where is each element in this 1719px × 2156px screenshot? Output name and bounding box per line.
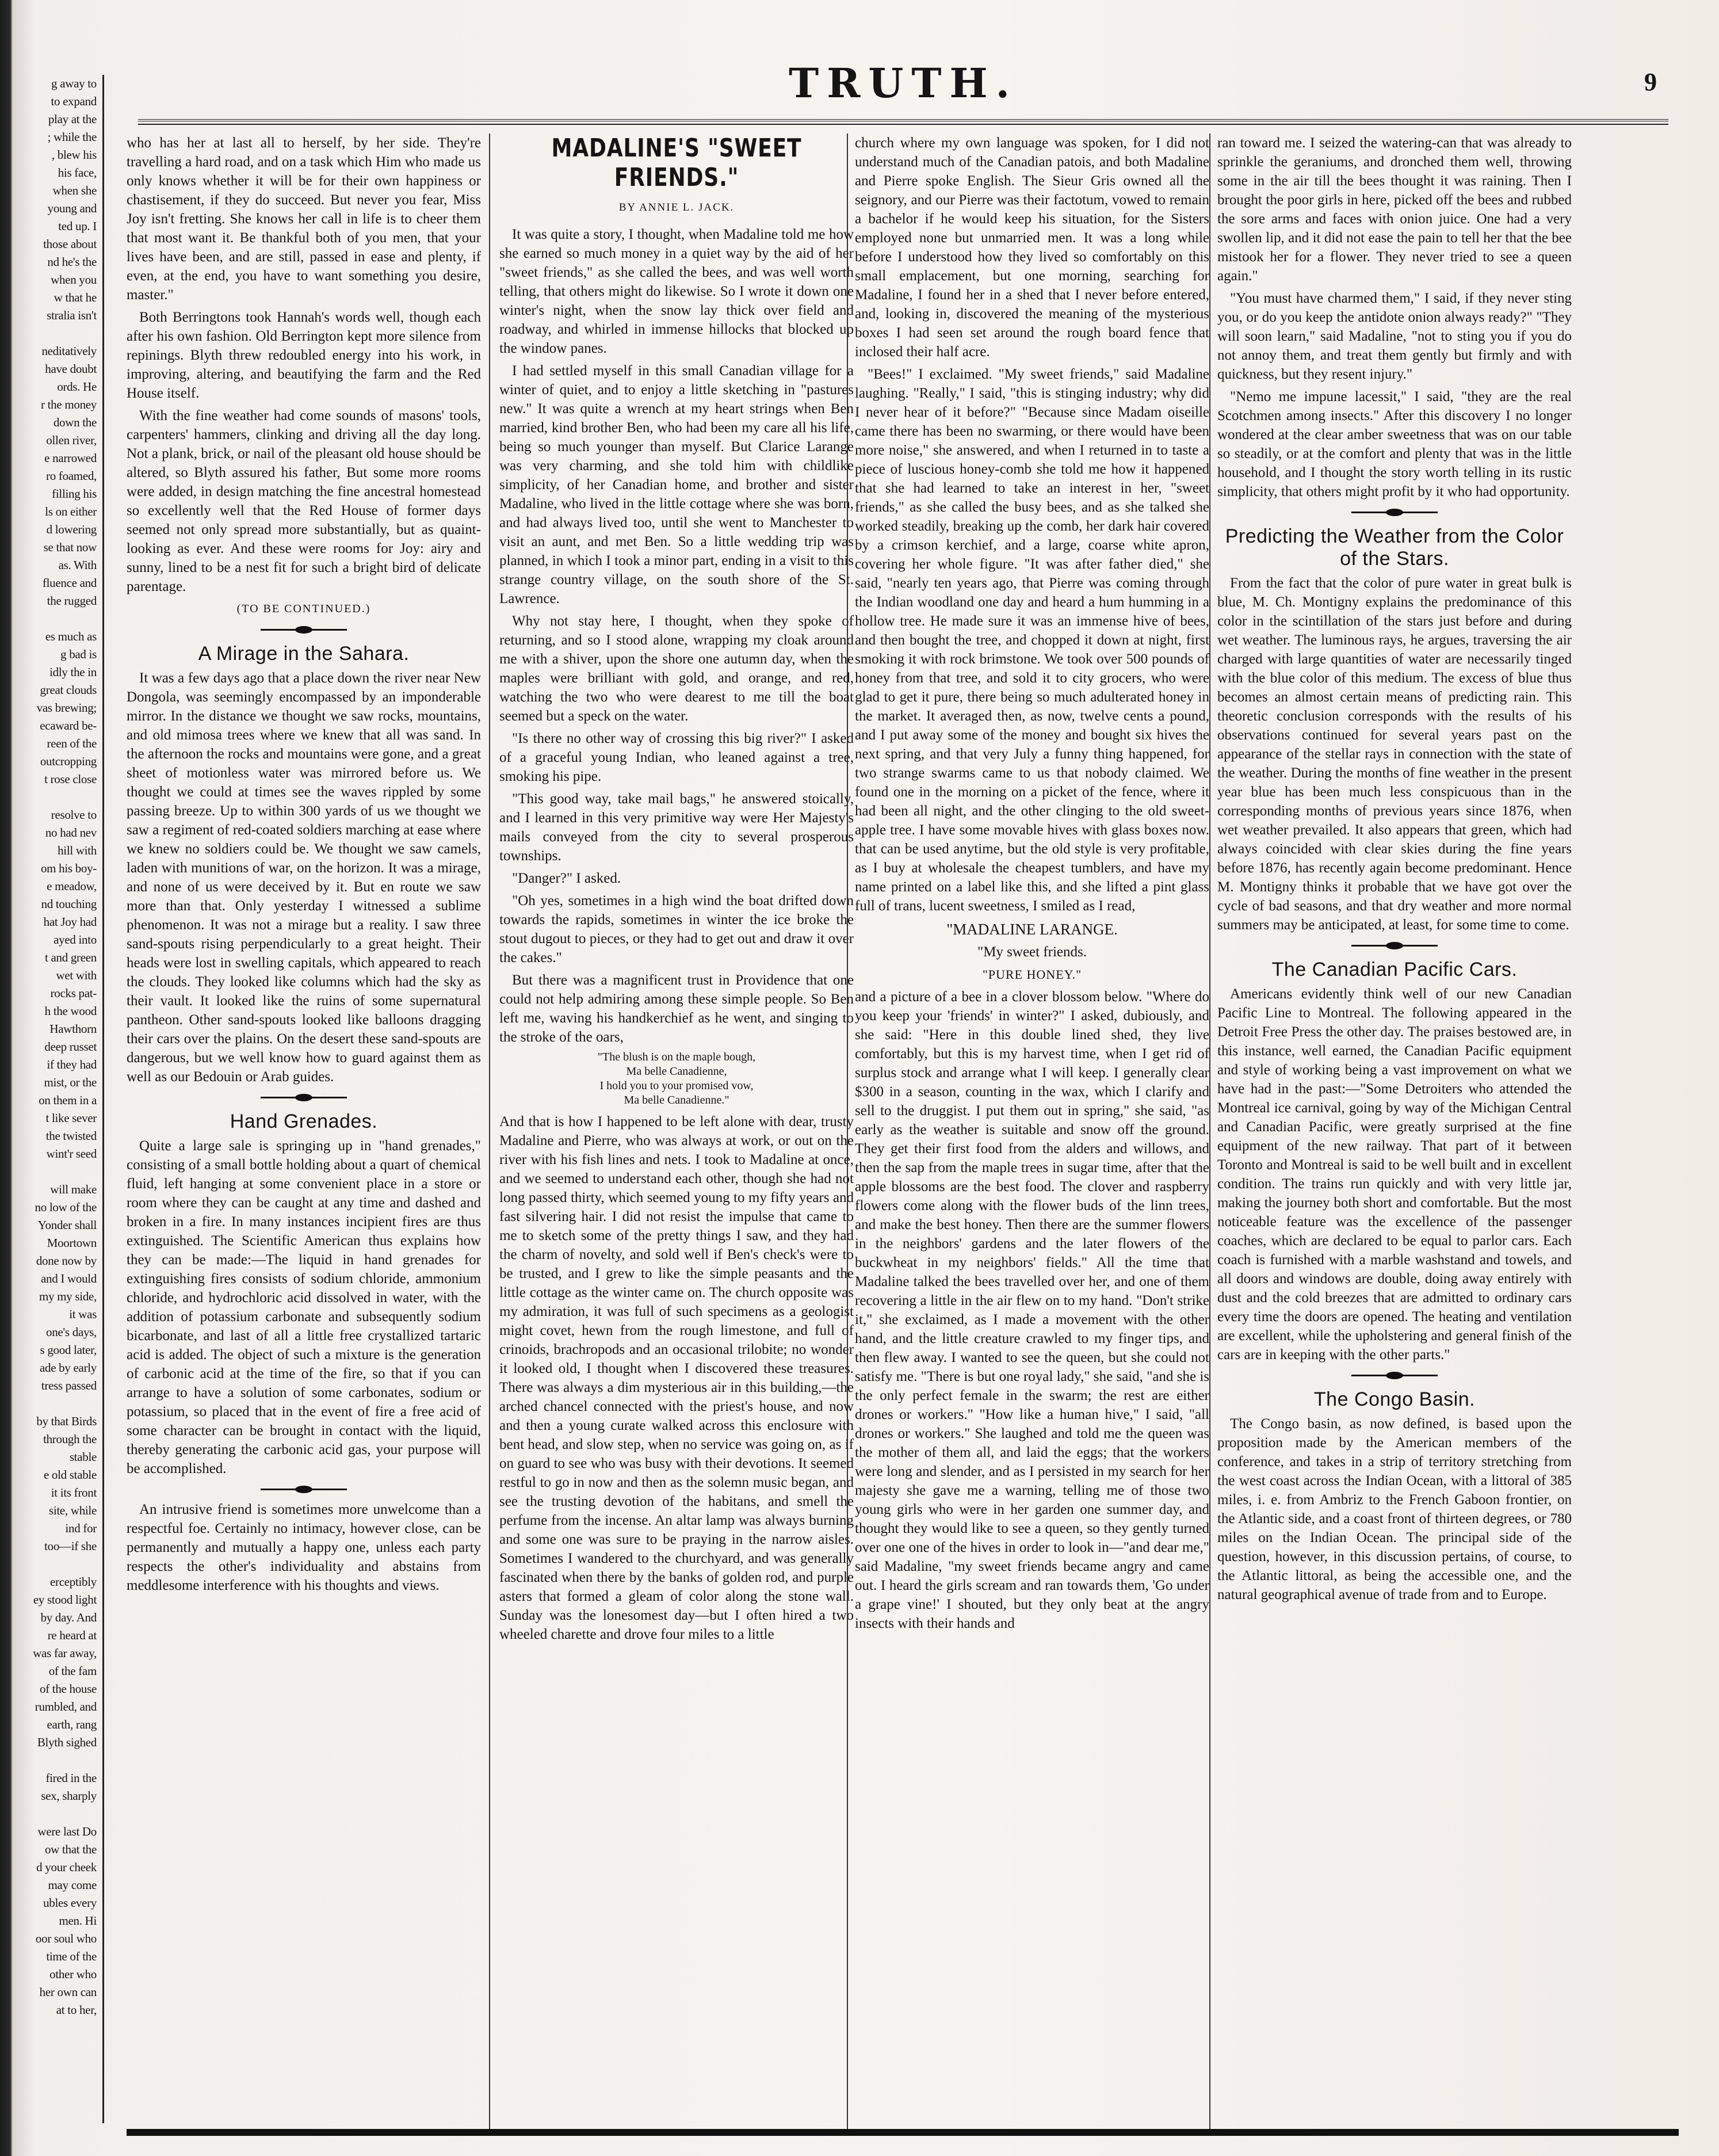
section-divider <box>1217 1370 1572 1380</box>
previous-page-line: erceptibly <box>50 1575 97 1589</box>
story-paragraph: "Bees!" I exclaimed. "My sweet friends," said Madaline laughing. "Really," I said, "this is stinging industry; why did I never hear of it before?" "Because since Madam oiseille came there has been no swarming, or there would have been more noise," she answered, and when I returned in to taste a piece of luscious honey-comb she told me how it happened that she had learned to take an interest in her, "sweet friends," as she called the busy bees, and as she talked she worked steadily, breaking up the comb, her dark hair covered by a crimson kerchief, and a large, coarse white apron, covering her whole figure. "It was after father died," she said, "nearly ten years ago, that Pierre was coming through the Indian woodland one day and heard a hum humming in a hollow tree. He made sure it was an immense hive of bees, and then bought the tree, and chopped it down at night, first smoking it with rock brimstone. We took over 500 pounds of honey from that tree, and sold it to city grocers, who were glad to get it pure, there being so much adulterated honey in the market. It averaged then, as now, twelve cents a pound, and I put away some of the money and bought six hives the next spring, and that very July a funny thing happened, for two strange swarms came to us that nobody claimed. We found one in the morning on a picket of the fence, where it had been all night, and the other clinging to the old sweet-apple tree. I have some movable hives with glass boxes now. that can be used anytime, but the old style is very profitable, as I buy at wholesale the cheapest tumblers, and have my name printed on a label like this, and she lifted a pint glass full of trans, lucent sweetness, I smiled as I read, <box>855 367 1209 914</box>
previous-page-line: will make <box>50 1182 97 1196</box>
previous-page-line: ro foamed, <box>46 469 97 483</box>
story-paragraph: And that is how I happened to be left alone with dear, trusty Madaline and Pierre, who was always at work, or out on the river with his fish lines and nets. I took to Madaline at once, and we seemed to understand each other, though she had not long passed thirty, which seemed young to my fifty years and fast silvering hair. I did not resist the impulse that came to me to sketch some of the pretty things I saw, and they had the charm of novelty, and sold well if Ben's check's were to be trusted, and I grew to like the simple peasants and the little cottage as the winter came on. The church opposite was my admiration, it was full of such specimens as a geologist might covet, hewn from the rough limestone, and full of crinoids, brachropods and an occasional trilobite; no wonder it looked old, I thought when I discovered these treasures. There was always a dim mysterious air in this building,—the arched chancel connected with the priest's house, and now and then a young curate walked across this enclosure with bent head, and slow step, when no service was going on, as if on guard to see who was busy with their devotions. It seemed restful to go in now and then as the solemn music began, and see the trusting devotion of the habitans, and smell the perfume from the incense. An altar lamp was always burning and some one was sure to be praying in the narrow aisles. Sometimes I wandered to the churchyard, and was generally fascinated when there by the banks of golden rod, and purple asters that formed a gleam of color along the stone wall. Sunday was the lonesomest day—but I often hired a two wheeled charette and drove four miles to a little <box>499 1114 854 1642</box>
previous-page-line: d your cheek <box>36 1860 97 1874</box>
previous-page-line: sex, sharply <box>41 1789 97 1803</box>
previous-page-column-fragment <box>0 75 104 2123</box>
previous-page-line: on them in a <box>39 1093 97 1107</box>
story-paragraph: and a picture of a bee in a clover blossom below. "Where do you keep your 'friends' in winter?" I asked, dubiously, and she said: "Here in this double lined shed, they live comfortably, but this is my harvest time, when I get rid of surplus stock and arrange what I will keep. I generally clear $300 in a season, counting in the wax, which I clarify and sell to the druggist. I put them out in spring," she said, "as early as the weather is suitable and snow off the ground. They get their first food from the alders and willows, and then the sap from the maple trees in sugar time, after that the apple blossoms are the best food. The clover and raspberry flowers come along with the flower buds of the linn trees, and make the best honey. Then there are the summer flowers in the neighbors' gardens and the later flowers of the buckwheat in my neighbors' fields." All the time that Madaline talked the bees travelled over her, and one of them recovering a little in the air flew on to my hand. "Don't strike it," she exclaimed, as I made a movement with the other hand, and the little creature crawled to my finger tips, and then flew away. I wanted to see the queen, but she could not satisfy me. "There is but one royal lady," she said, "and she is the only perfect female in the swarm; the rest are either drones or workers." "How like a human hive," I said, "all drones or workers." She laughed and told me the queen was the mother of them all, and laid the eggs; that the workers were long and slender, and as I persisted in my search for her majesty she gave me a warning, telling me of those two young girls who were in her garden one summer day, and thought they would like to see a queen, so they gently turned over one one of the hives in order to look in—"and dear me," said Madaline, "my sweet friends became angry and came out. I heard the girls scream and ran towards them, 'Go under a grape vine!' I shouted, but they only beat at the angry insects with their hands and <box>855 989 1209 1631</box>
previous-page-line: ; while the <box>47 130 97 144</box>
article-heading-congo: The Congo Basin. <box>1313 1388 1476 1410</box>
section-divider <box>127 1092 481 1102</box>
previous-page-line: wet with <box>56 968 97 982</box>
previous-page-line: g away to <box>51 77 97 90</box>
previous-page-line: om his boy- <box>40 861 97 875</box>
previous-page-line: when you <box>51 273 97 287</box>
previous-page-line: ow that the <box>44 1842 97 1856</box>
column-2 <box>499 133 854 2130</box>
previous-page-line: was far away, <box>33 1646 97 1660</box>
honey-label-line: "PURE HONEY." <box>982 967 1082 982</box>
story-title: MADALINE'S "SWEET FRIENDS." <box>551 133 802 192</box>
previous-page-line: e meadow, <box>47 879 97 893</box>
previous-page-line: fluence and <box>42 576 97 590</box>
previous-page-line: vas brewing; <box>36 701 97 715</box>
previous-page-line: ted up. I <box>58 219 97 233</box>
previous-page-line: rumbled, and <box>35 1700 97 1714</box>
previous-page-line: it was <box>69 1307 97 1321</box>
previous-page-line <box>0 788 102 806</box>
to-be-continued-note: (TO BE CONTINUED.) <box>236 602 371 615</box>
previous-page-line: mist, or the <box>44 1075 97 1089</box>
article-paragraph: From the fact that the color of pure water in great bulk is blue, M. Ch. Montigny explains the predominance of this color in the scintillation of the stars just before and during wet weather. The luminous rays, he argues, traversing the air charged with large quantities of water are necessarily tinged with the blue color of this medium. The excess of blue thus becomes an almost certain means of predicting rain. This theoretic conclusion corresponds with the results of his observations continued for several years past on the appearance of the stellar rays in connection with the state of the weather. During the months of fine weather in the present year blue has been much less conspicuous than in the corresponding months of previous years since 1876, when wet weather prevailed. It also appears that green, which had always coincided with clear skies during the fine years before 1876, has recently again become predominant. Hence M. Montigny thinks it probable that we have got over the cycle of bad seasons, and that dry weather and more normal summers may be anticipated, at least, for some time to come. <box>1217 575 1572 933</box>
previous-page-line: have doubt <box>45 362 97 376</box>
previous-page-line: ind for <box>65 1521 97 1535</box>
page-bottom-rule <box>127 2129 1679 2136</box>
previous-page-line: of the fam <box>48 1664 97 1678</box>
previous-page-line: reen of the <box>47 737 97 750</box>
previous-page-line: by day. And <box>40 1611 97 1624</box>
story-paragraph: I had settled myself in this small Canadian village for a winter of quiet, and to enjoy a little sketching in "pastures new." It was quite a wrench at my heart strings when Ben married, kind brother Ben, who had been my care all his life, being so much younger than myself. But Clarice Larange was very charming, and she told him with childlike simplicity, of her Canadian home, and brother and sister Madaline, who lived in the little cottage where she was born, and had always lived too, until she went to Manchester to visit an aunt, and met Ben. So a little wedding trip was planned, in which I took a minor part, ending in a visit to this strange country village, on the south shore of the St. Lawrence. <box>499 363 854 606</box>
previous-page-line: rocks pat- <box>50 986 97 1000</box>
previous-page-line: outcropping <box>40 754 97 768</box>
column-rule <box>1209 133 1210 2130</box>
previous-page-line: ls on either <box>45 505 97 518</box>
previous-page-line: her own can <box>39 1985 97 1999</box>
previous-page-line: nd touching <box>41 897 97 911</box>
verse-line: "The blush is on the maple bough, <box>597 1051 756 1063</box>
previous-page-line: tress passed <box>41 1379 97 1392</box>
previous-page-line <box>0 1395 102 1413</box>
previous-page-line: done now by <box>36 1254 97 1268</box>
previous-page-line: g bad is <box>60 647 97 661</box>
previous-page-line: as. With <box>58 558 97 572</box>
masthead-rule <box>138 119 1668 125</box>
previous-page-line: the twisted <box>45 1129 97 1143</box>
previous-page-line: no had nev <box>45 826 97 839</box>
story-paragraph: church where my own language was spoken, for I did not understand much of the Canadian patois, and both Madaline and Pierre spoke English. The Sieur Gris owned all the seignory, and our Pierre was their factotum, vowed to remain a bachelor if he would keep his situation, for the Sisters employed none but unmarried men. It was a long while before I understood how they lived so comfortably on this small emplacement, but one morning, searching for Madaline, I found her in a shed that I never before entered, and, looking in, discovered the meaning of the mysterious boxes I had seen set around the rough board fence that inclosed their half acre. <box>855 135 1209 360</box>
article-paragraph: It was a few days ago that a place down the river near New Dongola, was seemingly encompassed by an imponderable mirror. In the distance we thought we saw rocks, mountains, and old mimosa trees where we knew that all was sand. In the afternoon the rocks and mountains were gone, and a great sheet of motionless water was mirrored before us. We thought we could at times see the waves rippled by some passing breeze. Up to within 300 yards of us we thought we saw a regiment of red-coated soldiers marching at ease where we knew no soldiers could be. We thought we saw camels, laden with munitions of war, on the horizon. It was a mirage, and none of us were deceived by it. But en route we saw more than that. Only yesterday I witnessed a sublime phenomenon. It was not a mirage but a reality. I saw three sand-spouts rising perpendicularly to a great height. Their heads were lost in swelling capitals, which appeared to reach the clouds. They looked like columns which had the sky as their vault. It looked like the ruins of some supernatural pantheon. Other sand-spouts looked like balloons dragging their cars over the plains. On the desert these sand-spouts are dangerous, but we well know how to guard against them as well as our Bedouin or Arab guides. <box>127 670 481 1085</box>
previous-page-line: e narrowed <box>44 451 97 465</box>
previous-page-line: h the wood <box>44 1004 97 1018</box>
article-paragraph: Americans evidently think well of our new Canadian Pacific Line to Montreal. The following appeared in the Detroit Free Press the other day. The praises bestowed are, in this instance, well earned, the Canadian Pacific equipment and style of working being a vast improvement on what we have had in the past:—"Some Detroiters who attended the Montreal ice carnival, going by way of the Michigan Central and Canadian Pacific, were greatly surprised at the fine equipment of the new railway. That part of it between Toronto and Montreal is said to be well built and in excellent condition. The trains run quickly and with very little jar, making the journey both short and comfortable. But the most noticeable feature was the excellence of the passenger coaches, which are declared to be equal to parlor cars. Each coach is furnished with a marble washstand and towels, and all doors and windows are double, doing away entirely with dust and the cold breezes that are admitted to ordinary cars every time the doors are opened. The heating and ventilation are excellent, while the upholstering and general finish of the cars are in keeping with the other parts." <box>1217 986 1572 1363</box>
honey-label-name: "MADALINE LARANGE. <box>946 921 1118 938</box>
previous-page-line: no low of the <box>35 1200 97 1214</box>
honey-label-line: "My sweet friends. <box>977 944 1087 960</box>
previous-page-line <box>0 325 102 342</box>
filler-paragraph: An intrusive friend is sometimes more unwelcome than a respectful foe. Certainly no intimacy, however close, can be permanently and mutually a happy one, unless each party respects the other's individuality and abstains from meddlesome interference with his thoughts and views. <box>127 1502 481 1593</box>
story-paragraph: It was quite a story, I thought, when Madaline told me how she earned so much money in a quiet way by the aid of her "sweet friends," as she called the bees, and was well worth telling, that others might do likewise. So I wrote it down one winter's night, when the snow lay thick over field and roadway, and whirled in immense hillocks that blocked up the window panes. <box>499 227 854 356</box>
previous-page-line: ollen river, <box>46 433 97 447</box>
previous-page-line: ayed into <box>54 933 97 947</box>
column-rule <box>489 133 490 2130</box>
previous-page-line: the rugged <box>47 594 97 608</box>
previous-page-line: hat Joy had <box>43 915 97 929</box>
column-rule <box>847 133 848 2130</box>
previous-page-line <box>0 1805 102 1823</box>
previous-page-line: were last Do <box>37 1825 97 1838</box>
previous-page-line <box>0 1163 102 1181</box>
story-paragraph: But there was a magnificent trust in Providence that one could not help admiring among these simple people. So Ben left me, waving his handkerchief as he went, and singing to the stroke of the oars, <box>499 972 854 1045</box>
previous-page-line: play at the <box>48 112 97 126</box>
previous-page-line: se that now <box>43 540 97 554</box>
previous-page-line: neditatively <box>41 344 97 358</box>
previous-page-line: site, while <box>48 1504 97 1517</box>
previous-page-line: stralia isn't <box>47 308 97 322</box>
previous-page-line: if they had <box>47 1058 97 1071</box>
story-paragraph: "This good way, take mail bags," he answered stoically, and I learned in this very primitive way were Her Majesty's mails conveyed from the city to several prosperous townships. <box>499 791 854 864</box>
article-heading-cars: The Canadian Pacific Cars. <box>1271 959 1518 980</box>
previous-page-line: Blyth sighed <box>37 1735 97 1749</box>
column-3 <box>855 133 1209 2130</box>
previous-page-line: men. Hi <box>59 1914 97 1928</box>
previous-page-line: re heard at <box>47 1628 97 1642</box>
story-paragraph: Why not stay here, I thought, when they spoke of returning, and so I stood alone, wrapping my cloak around me with a shiver, upon the shore one autumn day, when the maples were brilliant with gold, and orange, and red, watching the two who were dearest to me till the boat seemed but a speck on the water. <box>499 613 854 724</box>
story-paragraph: "Danger?" I asked. <box>512 871 621 886</box>
previous-page-line: at to her, <box>56 2003 97 2017</box>
previous-page-line: great clouds <box>40 683 97 697</box>
article-heading-weather: Predicting the Weather from the Color of the Stars. <box>1225 525 1564 570</box>
story-paragraph: "You must have charmed them," I said, if they never sting you, or do you keep the antidote onion always ready?" "They will soon learn," said Madaline, "not to sting you if you do not annoy them, and treat them gently but firmly and with quickness, but they resent injury." <box>1217 291 1572 382</box>
previous-page-line: oor soul who <box>35 1932 97 1945</box>
previous-page-line: wint'r seed <box>46 1147 97 1161</box>
previous-page-line: too—if she <box>44 1539 97 1553</box>
previous-page-line: other who <box>49 1967 97 1981</box>
previous-page-line: stable <box>69 1450 97 1464</box>
verse-line: Ma belle Canadienne." <box>624 1094 729 1106</box>
verse-line: Ma belle Canadienne, <box>626 1065 727 1078</box>
article-paragraph: The Congo basin, as now defined, is based upon the proposition made by the American members of the conference, and takes in a strip of territory stretching from the west coast across the Indian Ocean, with a littoral of 385 miles, i. e. from Ambriz to the French Gaboon frontier, on the Atlantic side, and a coast front of thirteen degrees, or 780 miles on the Indian Ocean. The principal side of the question, however, in this discussion pertains, of course, to the Atlantic littoral, as being the accessible one, and the natural geographical avenue of trade from and to Europe. <box>1217 1416 1572 1602</box>
story-continuation-para: who has her at last all to herself, by her side. They're travelling a hard road, and on a task which Him who made us only knows whether it will be for their own happiness or chastisement, if they do succeed. But never you fear, Miss Joy isn't fretting. She knows her call in life is to cheer them that most want it. Be thankful both of you men, that your lives have been, and are still, passed in ease and plenty, if even, at the end, you have to want something you desire, master." <box>127 135 481 303</box>
previous-page-line: one's days, <box>46 1325 97 1339</box>
section-divider <box>127 624 481 635</box>
article-heading-mirage: A Mirage in the Sahara. <box>198 643 410 665</box>
previous-page-line: those about <box>43 237 97 251</box>
previous-page-line: may come <box>48 1878 97 1892</box>
previous-page-line: ade by early <box>39 1361 97 1375</box>
previous-page-line: w that he <box>54 291 97 304</box>
story-continuation-para: Both Berringtons took Hannah's words well, though each after his own fashion. Old Berrington kept more silence from repinings. Blyth threw redoubled energy into his work, in improving, altering, and beautifying the farm and the Red House itself. <box>127 310 481 401</box>
previous-page-line <box>0 1555 102 1573</box>
previous-page-line: his face, <box>58 166 97 180</box>
previous-page-line: t rose close <box>44 772 97 786</box>
section-divider <box>1217 507 1572 517</box>
previous-page-line: of the house <box>39 1682 97 1696</box>
story-paragraph: "Nemo me impune lacessit," I said, "they are the real Scotchmen among insects." After this discovery I no longer wondered at the clear amber sweetness that was on our table so steadily, or at the comfort and plenty that was in the little household, and I thought the story worth telling in its rustic simplicity, that others might profit by it who had opportunity. <box>1217 389 1572 499</box>
previous-page-line: filling his <box>52 487 97 501</box>
previous-page-line: s good later, <box>40 1343 97 1357</box>
column-4 <box>1217 133 1572 2130</box>
previous-page-line: ubles every <box>43 1896 97 1910</box>
previous-page-line: ords. He <box>57 380 97 394</box>
previous-page-line: ecaward be- <box>40 719 97 732</box>
previous-page-line: earth, rang <box>47 1718 97 1731</box>
previous-page-line: when she <box>52 184 97 197</box>
section-divider <box>127 1484 481 1494</box>
previous-page-line: nd he's the <box>47 255 97 269</box>
previous-page-line: t like sever <box>45 1111 97 1125</box>
previous-page-line: time of the <box>46 1949 97 1963</box>
previous-page-line: my my side, <box>39 1289 97 1303</box>
previous-page-line: fired in the <box>45 1771 97 1785</box>
previous-page-line: and I would <box>40 1272 97 1285</box>
previous-page-line <box>0 610 102 628</box>
previous-page-line: it its front <box>51 1486 97 1499</box>
previous-page-line: through the <box>43 1432 97 1446</box>
previous-page-line: t and green <box>45 951 97 964</box>
previous-page-line <box>0 1751 102 1769</box>
previous-page-line: idly the in <box>49 665 97 679</box>
song-verse <box>499 1050 854 1108</box>
previous-page-line: e old stable <box>43 1468 97 1482</box>
previous-page-line: deep russet <box>44 1040 97 1054</box>
previous-page-line: es much as <box>45 629 97 643</box>
previous-page-line: Yonder shall <box>37 1218 97 1232</box>
page-number: 9 <box>1644 68 1657 96</box>
article-paragraph: Quite a large sale is springing up in "hand grenades," consisting of a small bottle holding about a quart of chemical fluid, left hanging at some convenient place in a store or room where they can be caught at any time and dashed and broken in a fire. In many instances incipient fires are thus extinguished. The Scientific American thus explains how they can be made:—The liquid in hand grenades for extinguishing fires consists of sodium chloride, ammonium chloride, and hydrochloric acid dissolved in water, with the addition of potassium carbonate and subsequently sodium bicarbonate, and last of all a little free crystallized tartaric acid is added. The object of such a mixture is the generation of carbonic acid at the time of the fire, so that if you can arrange to have a solution of some carbonates, sodium or potassium, so placed that in the event of fire a free acid of some character can be brought in contact with the liquid, thereby generating the carbonic acid gas, your purpose will be accomplished. <box>127 1138 481 1476</box>
previous-page-line: , blew his <box>51 148 97 162</box>
previous-page-line: r the money <box>40 398 97 411</box>
previous-page-line: young and <box>47 201 97 215</box>
article-heading-grenades: Hand Grenades. <box>230 1111 378 1132</box>
previous-page-line: Moortown <box>47 1236 97 1250</box>
byline: BY ANNIE L. JACK. <box>618 201 735 213</box>
previous-page-line: hill with <box>58 844 97 857</box>
previous-page-line: to expand <box>51 94 97 108</box>
story-paragraph: "Oh yes, sometimes in a high wind the boat drifted down towards the rapids, sometimes in winter the ice broke the stout dugout to pieces, or they had to get out and draw it over the cakes." <box>499 893 854 966</box>
previous-page-line: Hawthorn <box>49 1022 97 1036</box>
newspaper-title: TRUTH. <box>789 59 1018 107</box>
column-1 <box>127 133 481 2130</box>
previous-page-line: by that Birds <box>36 1414 97 1428</box>
story-paragraph: "Is there no other way of crossing this big river?" I asked of a graceful young Indian, who leaned against a tree, smoking his pipe. <box>499 731 854 784</box>
previous-page-line: d lowering <box>46 522 97 536</box>
story-paragraph: ran toward me. I seized the watering-can that was already to sprinkle the geraniums, and dronched them well, throwing some in the air till the bees thought it was raining. Then I brought the poor girls in here, picked off the bees and rubbed the sore arms and faces with onion juice. One had a very swollen lip, and it did not ease the pain to tell her that the bee mistook her for a flower. They never tried to see a queen again." <box>1217 135 1572 284</box>
previous-page-line: ey stood light <box>33 1593 97 1606</box>
masthead <box>138 55 1668 124</box>
previous-page-line: down the <box>53 415 97 429</box>
story-continuation-para: With the fine weather had come sounds of masons' tools, carpenters' hammers, clinking and driving all the day long. Not a plank, brick, or nail of the pleasant old house should be altered, so Blyth assured his father, But some more rooms were added, in design matching the fine ancestral homestead so excellently well that the Red House of former days seemed not only spread more substantially, but as quaint-looking as ever. And these were rooms for Joy: airy and sunny, lined to be a nest fit for such a bright bird of delicate parentage. <box>127 408 481 594</box>
verse-line: I hold you to your promised vow, <box>599 1079 754 1092</box>
previous-page-line: resolve to <box>51 808 97 822</box>
section-divider <box>1217 940 1572 951</box>
